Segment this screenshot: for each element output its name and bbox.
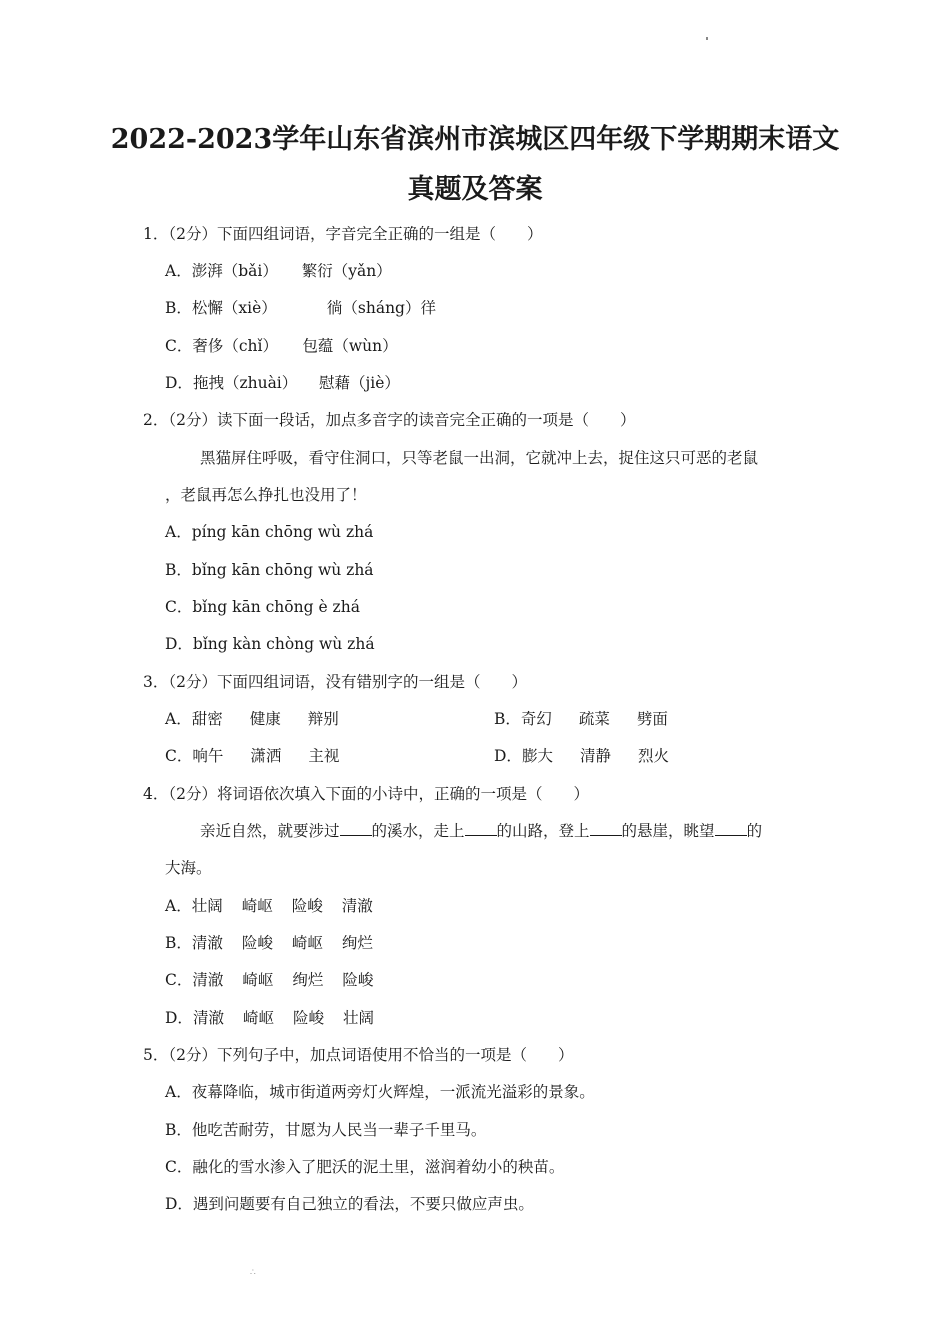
q3-b-label: B． bbox=[494, 710, 521, 728]
q3-d-word1: 膨大 bbox=[521, 747, 553, 765]
q3-d-label: D． bbox=[494, 747, 522, 765]
q4-passage-seg-b: 的溪水，走上 bbox=[371, 822, 465, 840]
q1-d-label: D． bbox=[165, 374, 193, 392]
q4-passage-seg-e: 的 bbox=[746, 822, 763, 840]
q1-c-word2: 包蕴（wùn） bbox=[302, 337, 398, 355]
q3-a-word1: 甜密 bbox=[191, 710, 223, 728]
q4-d-word2: 崎岖 bbox=[242, 1009, 274, 1027]
q3-c-word3: 主视 bbox=[308, 747, 340, 765]
q3-stem: 3．（2分）下面四组词语，没有错别字的一组是（ ） bbox=[143, 673, 527, 691]
q4-c-word4: 险峻 bbox=[342, 971, 374, 989]
q5-option-d: D．遇到问题要有自己独立的看法，不要只做应声虫。 bbox=[165, 1195, 534, 1213]
q3-c-label: C． bbox=[165, 747, 193, 765]
q3-b-word1: 奇幻 bbox=[520, 710, 552, 728]
q1-option-b bbox=[165, 297, 436, 319]
q4-blank-3 bbox=[590, 821, 622, 836]
q1-d-word1: 拖拽（zhuài） bbox=[192, 374, 298, 392]
q4-option-a bbox=[165, 895, 373, 917]
title-line-1: 2022-2023学年山东省滨州市滨城区四年级下学期期末语文 bbox=[110, 124, 840, 155]
q4-blank-4 bbox=[715, 821, 747, 836]
q4-a-word2: 崎岖 bbox=[241, 897, 273, 915]
q4-d-word1: 清澈 bbox=[192, 1009, 224, 1027]
q4-a-word3: 险峻 bbox=[291, 897, 323, 915]
q2-passage-line-2: ，老鼠再怎么挣扎也没用了！ bbox=[165, 486, 367, 504]
q1-a-word1: 澎湃（bǎi） bbox=[191, 262, 278, 280]
q3-d-word2: 清静 bbox=[579, 747, 611, 765]
q4-a-word4: 清澈 bbox=[341, 897, 373, 915]
q4-passage-line-2: 大海。 bbox=[165, 859, 212, 877]
q1-option-a bbox=[165, 260, 392, 282]
q3-c-word2: 潇洒 bbox=[250, 747, 282, 765]
q3-a-word2: 健康 bbox=[249, 710, 281, 728]
q3-b-word2: 疏菜 bbox=[578, 710, 610, 728]
q1-c-word1: 奢侈（chǐ） bbox=[192, 337, 278, 355]
q4-d-word4: 壮阔 bbox=[342, 1009, 374, 1027]
q5-option-b: B．他吃苦耐劳，甘愿为人民当一辈子千里马。 bbox=[165, 1121, 487, 1139]
q1-a-word2: 繁衍（yǎn） bbox=[301, 262, 392, 280]
top-mark bbox=[706, 37, 708, 40]
q1-c-label: C． bbox=[165, 337, 193, 355]
q4-a-label: A． bbox=[165, 897, 192, 915]
q4-a-word1: 壮阔 bbox=[191, 897, 223, 915]
q4-option-d bbox=[165, 1007, 374, 1029]
q4-d-word3: 险峻 bbox=[292, 1009, 324, 1027]
q4-option-b bbox=[165, 932, 373, 954]
q4-passage-seg-a: 亲近自然，就要涉过 bbox=[200, 822, 340, 840]
q3-option-d bbox=[494, 745, 669, 767]
q2-option-c: C．bǐng kān chōng è zhá bbox=[165, 598, 360, 616]
q4-d-label: D． bbox=[165, 1009, 193, 1027]
q2-option-b: B．bǐng kān chōng wù zhá bbox=[165, 561, 374, 579]
q4-c-word2: 崎岖 bbox=[242, 971, 274, 989]
q4-c-word1: 清澈 bbox=[192, 971, 224, 989]
q4-b-word1: 清澈 bbox=[191, 934, 223, 952]
q5-stem: 5．（2分）下列句子中，加点词语使用不恰当的一项是（ ） bbox=[143, 1046, 574, 1064]
q4-c-word3: 绚烂 bbox=[292, 971, 324, 989]
q3-a-word3: 辩别 bbox=[307, 710, 339, 728]
q4-stem: 4．（2分）将词语依次填入下面的小诗中，正确的一项是（ ） bbox=[143, 785, 589, 803]
q3-option-b bbox=[494, 708, 668, 730]
q4-b-word4: 绚烂 bbox=[341, 934, 373, 952]
title-line-2: 真题及答案 bbox=[407, 174, 543, 205]
q1-b-label: B． bbox=[165, 299, 192, 317]
q4-passage-seg-d: 的悬崖，眺望 bbox=[621, 822, 715, 840]
q2-option-a: A．píng kān chōng wù zhá bbox=[165, 523, 374, 541]
q3-a-label: A． bbox=[165, 710, 192, 728]
q2-passage-line-1: 黑猫屏住呼吸，看守住洞口，只等老鼠一出洞，它就冲上去，捉住这只可恶的老鼠 bbox=[200, 449, 759, 467]
q5-option-a: A．夜幕降临，城市街道两旁灯火辉煌，一派流光溢彩的景象。 bbox=[165, 1083, 595, 1101]
q4-passage-seg-c: 的山路，登上 bbox=[496, 822, 590, 840]
q4-passage-line-1 bbox=[200, 820, 762, 842]
q1-b-word1: 松懈（xiè） bbox=[191, 299, 277, 317]
q1-stem: 1．（2分）下面四组词语，字音完全正确的一组是（ ） bbox=[143, 225, 543, 243]
q3-option-a bbox=[165, 708, 339, 730]
footer-mark: ∴ bbox=[250, 1268, 256, 1278]
q4-b-word3: 崎岖 bbox=[291, 934, 323, 952]
q4-blank-2 bbox=[465, 821, 497, 836]
q2-option-d: D．bǐng kàn chòng wù zhá bbox=[165, 635, 375, 653]
q2-stem: 2．（2分）读下面一段话，加点多音字的读音完全正确的一项是（ ） bbox=[143, 411, 636, 429]
q3-c-word1: 响午 bbox=[192, 747, 224, 765]
q4-c-label: C． bbox=[165, 971, 193, 989]
q1-option-d bbox=[165, 372, 400, 394]
q1-a-label: A． bbox=[165, 262, 192, 280]
q4-option-c bbox=[165, 969, 373, 991]
q3-d-word3: 烈火 bbox=[637, 747, 669, 765]
q1-option-c bbox=[165, 335, 398, 357]
q4-b-label: B． bbox=[165, 934, 192, 952]
q3-b-word3: 劈面 bbox=[636, 710, 668, 728]
q3-option-c bbox=[165, 745, 339, 767]
q4-b-word2: 险峻 bbox=[241, 934, 273, 952]
q5-option-c: C．融化的雪水渗入了肥沃的泥土里，滋润着幼小的秧苗。 bbox=[165, 1158, 565, 1176]
q1-b-word2: 徜（sháng）徉 bbox=[326, 299, 436, 317]
q4-blank-1 bbox=[340, 821, 372, 836]
q1-d-word2: 慰藉（jiè） bbox=[318, 374, 400, 392]
